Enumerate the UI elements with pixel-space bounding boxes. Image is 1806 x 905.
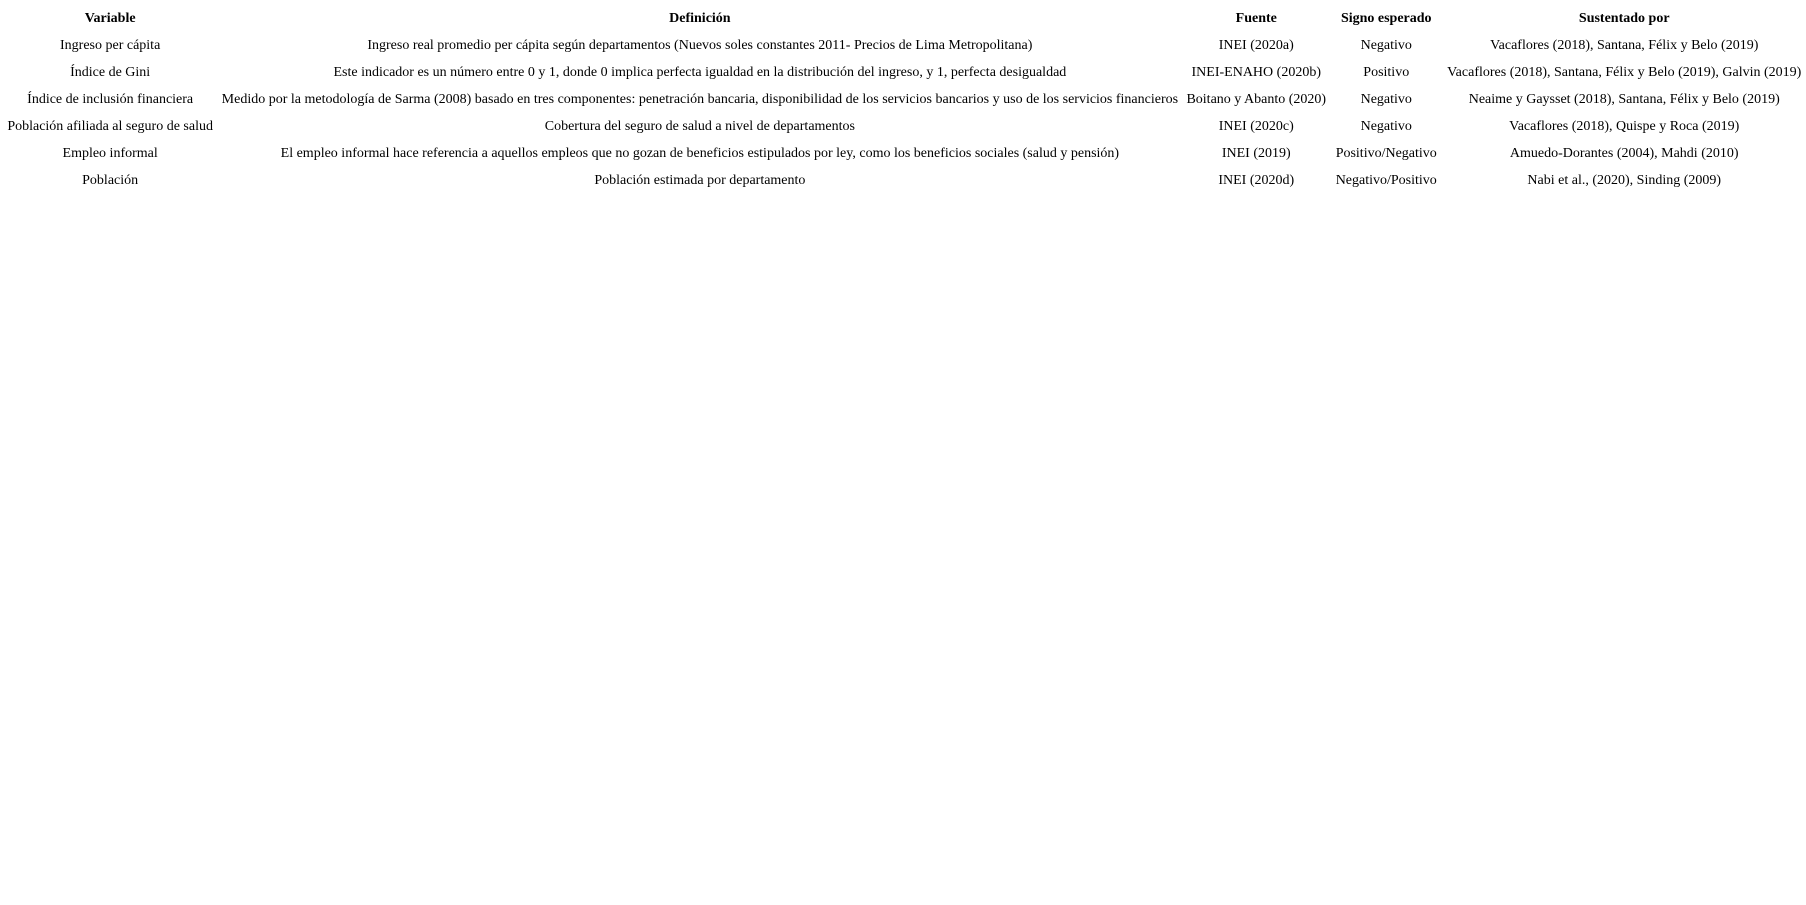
variables-table (3, 5, 1806, 194)
cell-definicion: Medido por la metodología de Sarma (2008) basado en tres componentes: penetración bancaria, disponibilidad de los servicios bancarios y uso de los servicios financieros (221, 91, 1179, 107)
table-row (3, 140, 1806, 167)
cell-variable: Población afiliada al seguro de salud (7, 118, 213, 134)
cell-definicion: Población estimada por departamento (594, 172, 806, 188)
table-row (3, 59, 1806, 86)
table-header (3, 5, 1806, 32)
cell-fuente: INEI (2020a) (1218, 37, 1294, 53)
cell-definicion: El empleo informal hace referencia a aquellos empleos que no gozan de beneficios estipulados por ley, como los beneficios sociales (salud y pensión) (280, 145, 1120, 161)
cell-variable: Ingreso per cápita (60, 37, 161, 53)
cell-variable: Índice de Gini (70, 64, 151, 80)
table-row (3, 167, 1806, 194)
header-sustentado-por: Sustentado por (1578, 10, 1670, 26)
cell-signo-esperado: Positivo (1363, 64, 1410, 80)
table-row (3, 86, 1806, 113)
cell-sustentado-por: Neaime y Gaysset (2018), Santana, Félix y Belo (2019) (1468, 91, 1780, 107)
cell-sustentado-por: Nabi et al., (2020), Sinding (2009) (1527, 172, 1722, 188)
cell-definicion: Ingreso real promedio per cápita según departamentos (Nuevos soles constantes 2011- Precios de Lima Metropolitana) (367, 37, 1033, 53)
page (0, 5, 1806, 905)
cell-variable: Índice de inclusión financiera (27, 91, 194, 107)
cell-signo-esperado: Negativo (1360, 91, 1412, 107)
cell-sustentado-por: Vacaflores (2018), Santana, Félix y Belo (2019) (1490, 37, 1759, 53)
header-fuente: Fuente (1235, 10, 1277, 26)
cell-signo-esperado: Negativo/Positivo (1335, 172, 1437, 188)
cell-sustentado-por: Amuedo-Dorantes (2004), Mahdi (2010) (1509, 145, 1739, 161)
table-row (3, 32, 1806, 59)
cell-definicion: Este indicador es un número entre 0 y 1, donde 0 implica perfecta igualdad en la distribución del ingreso, y 1, perfecta desigualdad (333, 64, 1067, 80)
cell-signo-esperado: Negativo (1360, 118, 1412, 134)
cell-sustentado-por: Vacaflores (2018), Quispe y Roca (2019) (1509, 118, 1740, 134)
cell-fuente: INEI (2019) (1221, 145, 1291, 161)
cell-variable: Empleo informal (62, 145, 158, 161)
cell-sustentado-por: Vacaflores (2018), Santana, Félix y Belo (2019), Galvin (2019) (1447, 64, 1802, 80)
header-row (3, 5, 1806, 32)
cell-fuente: Boitano y Abanto (2020) (1186, 91, 1327, 107)
cell-fuente: INEI (2020c) (1218, 118, 1294, 134)
header-definicion: Definición (669, 10, 731, 26)
table-row (3, 113, 1806, 140)
cell-variable: Población (82, 172, 139, 188)
cell-fuente: INEI (2020d) (1218, 172, 1295, 188)
cell-signo-esperado: Negativo (1360, 37, 1412, 53)
header-signo-esperado: Signo esperado (1340, 10, 1432, 26)
table-body (3, 32, 1806, 194)
cell-definicion: Cobertura del seguro de salud a nivel de departamentos (544, 118, 855, 134)
cell-fuente: INEI-ENAHO (2020b) (1191, 64, 1321, 80)
cell-signo-esperado: Positivo/Negativo (1335, 145, 1437, 161)
header-variable: Variable (84, 10, 136, 26)
